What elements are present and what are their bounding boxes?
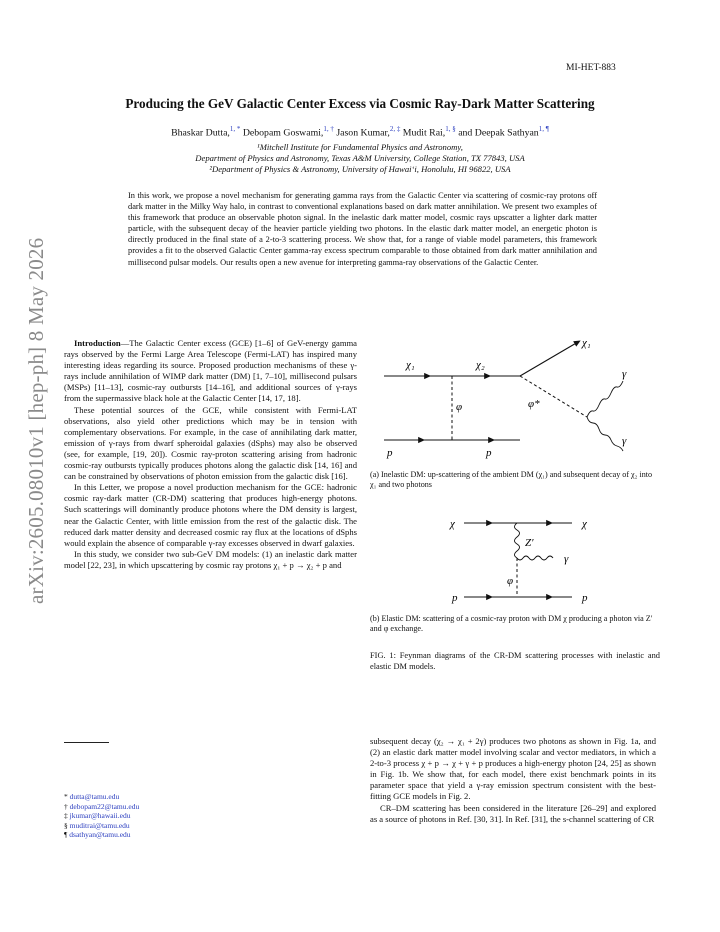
label-p-in: p [387, 447, 393, 459]
label-phi: φ [456, 401, 463, 413]
right-column [370, 736, 656, 825]
footnote-email[interactable]: debopam22@tamu.edu [69, 801, 140, 811]
paper-title: Producing the GeV Galactic Center Excess via Cosmic Ray-Dark Matter Scattering [125, 96, 595, 111]
author-marks[interactable]: 1, † [323, 125, 334, 133]
footnote-email[interactable]: dutta@tamu.edu [69, 792, 120, 801]
footnote-email[interactable]: jkumar@hawaii.edu [69, 811, 131, 821]
author-name: Debopam Goswami, [242, 127, 324, 139]
affiliation-line: ²Department of Physics & Astronomy, University of Hawaiʻi, Honolulu, HI 96822, USA [209, 164, 511, 174]
author-marks[interactable]: 1, ¶ [538, 125, 549, 133]
label-gamma: γ [622, 435, 627, 447]
footnote [64, 792, 139, 802]
paragraph: In this study, we consider two sub-GeV DM models: (1) an inelastic dark matter model [22, 23], in which upscattering by cosmic ray protons χ₁ + p → χ₂ + p and [64, 548, 357, 570]
photon-line [587, 417, 623, 451]
author-name: Bhaskar Dutta, [171, 127, 230, 139]
report-number: MI-HET-883 [566, 63, 616, 73]
author-name: Mudit Rai, [402, 127, 446, 139]
label-phi-star: φ* [528, 398, 540, 410]
subcaption-b: (b) Elastic DM: scattering of a cosmic-ray proton with DM χ producing a photon via Z′ and φ exchange. [370, 614, 653, 634]
label-p-out: p [486, 447, 492, 459]
phi-star-line [520, 376, 587, 417]
figure-caption: FIG. 1: Feynman diagrams of the CR-DM scattering processes with inelastic and elastic DM models. [370, 651, 660, 672]
footnote-mark: ‡ [64, 811, 68, 821]
label-chi-out: χ [582, 518, 587, 530]
intro-text: —The Galactic Center excess (GCE) [1–6] of GeV-energy gamma rays observed by the Fermi Large Area Telescope (Fermi-LAT) has inspired many interesting ideas regarding its source. Proposed production mechanisms of these γ-rays include annihilation of WIMP dark matter (DM) [1, 7–10], millisecond pulsars (MSPs) [11–13], cosmic-ray outbursts [14–16], and additional sources of γ-rays from the supermassive black hole at the Galactic Center [14, 17, 18]. [64, 338, 357, 404]
footnote [64, 802, 139, 812]
intro-paragraph [64, 338, 357, 405]
label-chi-in: χ [450, 518, 455, 530]
footnote [64, 830, 139, 840]
footnote-rule [64, 742, 109, 743]
paragraph: CR–DM scattering has been considered in the literature [26–29] and explored as a source of photons in Ref. [30, 31]. In Ref. [31], the s-channel scattering of CR [370, 802, 656, 824]
label-phi: φ [507, 575, 514, 587]
label-chi1-in: χ₁ [406, 359, 415, 371]
label-chi2: χ₂ [476, 359, 485, 371]
left-column [64, 338, 357, 571]
affiliations [60, 142, 660, 175]
footnote-mark: ¶ [64, 830, 68, 840]
author-name: Jason Kumar, [336, 127, 390, 139]
label-gamma: γ [564, 553, 569, 565]
author-marks[interactable]: 1, * [229, 125, 241, 133]
abstract: In this work, we propose a novel mechanism for generating gamma rays from the Galactic Center via scattering of cosmic-ray protons off dark matter in the Milky Way halo, in contrast to conventional explanations based on dark matter annihilation. We present two examples of this framework that produce an observable photon signal. In the inelastic dark matter model, cosmic rays upscatter a lighter dark matter particle, with the subsequent decay of the heavier particle yielding two photons. In the elastic dark matter model, an energetic photon is directly produced in the final state of a 2-to-3 scattering process. We show that, for a range of viable model parameters, this framework provides a fit to the observed Galactic Center gamma-ray excess spectrum comparable to those obtained from dark matter annihilation and millisecond pulsar models. Our results open a new avenue for interpreting gamma-ray observations of the Galactic Center. [128, 191, 597, 267]
author-name: and Deepak Sathyan [458, 127, 539, 139]
label-p-in: p [452, 592, 458, 604]
footnote-email[interactable]: dsathyan@tamu.edu [69, 830, 131, 840]
feynman-diagram-elastic [372, 510, 662, 610]
paragraph: In this Letter, we propose a novel production mechanism for the GCE: hadronic cosmic ray-dark matter (CR-DM) scattering that produces high-energy photons. Such scatterings will dominantly produce photons where the DM density is largest, near the Galactic Center, with little emission from the rest of the galactic disk. The reduced dark matter density and decreased cosmic ray flux at the locations of dSphs would explain the absence of comparable γ-ray excesses observed in dwarf galaxies. [64, 482, 357, 548]
photon-line [587, 381, 623, 417]
footnote [64, 811, 139, 821]
affiliation-line: Department of Physics and Astronomy, Texas A&M University, College Station, TX 77843, USA [195, 153, 525, 163]
author-list [60, 125, 660, 138]
label-chi1-out: χ₁ [582, 337, 591, 349]
arxiv-id: arXiv:2605.08010v1 [hep-ph] 8 May 2026 [24, 237, 48, 604]
paragraph: These potential sources of the GCE, while consistent with Fermi-LAT observations, also yield other predictions which may be in tension with complementary observations. For example, in the case of annihilating dark matter, emission of γ-rays from dwarf spheroidal galaxies (dSphs) may also be observed (see, for example, [19, 20]). Cosmic ray-proton scattering arising from hadronic cosmic-ray outbursts typically produces photons along the galactic disk [14, 16] and can be constrained by observations of photon emission from the galactic disk [16]. [64, 404, 357, 482]
footnote [64, 821, 139, 831]
footnotes [64, 792, 139, 840]
intro-heading: Introduction [74, 338, 121, 348]
photon-line [517, 556, 553, 560]
subcaption-a: (a) Inelastic DM: up-scattering of the ambient DM (χ₁) and subsequent decay of χ₂ into χ₁ and two photons [370, 470, 653, 490]
label-gamma: γ [622, 368, 627, 380]
paragraph: subsequent decay (χ₂ → χ₁ + 2γ) produces two photons as shown in Fig. 1a, and (2) an elastic dark matter model involving scalar and vector mediators, in which a 2-to-3 process χ + p → χ + γ + p produces a high-energy photon [24, 25] as shown in Fig. 1b. We show that, for each model, there exist benchmark points in its parameter space that yield a γ-ray emission spectrum consistent with the best-fitting GCE models in Fig. 2. [370, 736, 656, 802]
affiliation-line: ¹Mitchell Institute for Fundamental Physics and Astronomy, [257, 142, 463, 152]
chi1-out-line [520, 342, 578, 376]
footnote-email[interactable]: muditrai@tamu.edu [69, 820, 130, 830]
author-marks[interactable]: 2, ‡ [389, 125, 401, 133]
zprime-line [515, 523, 520, 558]
author-marks[interactable]: 1, § [445, 125, 456, 133]
label-p-out: p [582, 592, 588, 604]
footnote-mark: * [64, 792, 68, 801]
label-zprime: Z′ [525, 537, 534, 549]
footnote-mark: § [64, 820, 68, 830]
feynman-diagram-inelastic [372, 330, 662, 460]
footnote-mark: † [64, 801, 68, 811]
